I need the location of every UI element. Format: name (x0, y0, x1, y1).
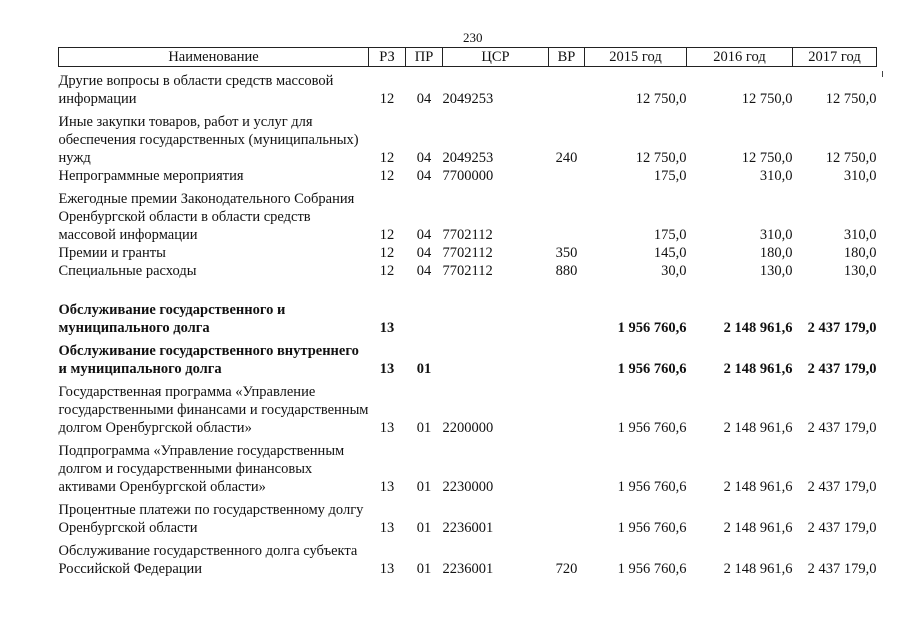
table-row (59, 67, 877, 109)
row-2016: 180,0 (759, 245, 793, 261)
table-row (59, 185, 877, 244)
col-header-name: Наименование (59, 48, 369, 67)
page-number: 230 (463, 30, 483, 45)
row-vr (549, 296, 585, 337)
row-csr: 2200000 (442, 420, 494, 436)
row-rz: 12 (379, 91, 395, 107)
row-vr: 350 (555, 245, 578, 261)
row-vr: 240 (555, 150, 578, 166)
spacer-row (59, 280, 877, 296)
row-2015: 1 956 760,6 (617, 479, 687, 495)
row-csr: 2049253 (442, 150, 494, 166)
col-header-csr: ЦСР (443, 48, 549, 67)
row-name: Подпрограмма «Управление государственным долгом и государственными финансовых активами Оренбургской области» (58, 443, 345, 495)
col-header-vr: ВР (549, 48, 585, 67)
row-csr: 7700000 (442, 168, 494, 184)
row-2017: 2 437 179,0 (807, 520, 877, 536)
row-name: Обслуживание государственного долга субъекта Российской Федерации (58, 543, 358, 577)
row-vr: 720 (555, 561, 578, 577)
row-vr: 880 (555, 263, 578, 279)
row-rz: 12 (379, 150, 395, 166)
row-2017: 310,0 (843, 227, 877, 243)
row-2016: 12 750,0 (741, 150, 793, 166)
row-vr (549, 185, 585, 244)
row-csr: 2236001 (442, 561, 494, 577)
table-row (59, 108, 877, 167)
row-name: Премии и гранты (58, 245, 166, 261)
row-2015: 175,0 (653, 168, 687, 184)
header-row (59, 48, 877, 67)
table-row (59, 378, 877, 437)
col-header-2017: 2017 год (793, 48, 877, 67)
col-header-2015: 2015 год (585, 48, 687, 67)
row-csr: 2236001 (442, 520, 494, 536)
row-2015: 145,0 (653, 245, 687, 261)
row-2016: 2 148 961,6 (723, 561, 793, 577)
row-pr: 01 (416, 420, 432, 436)
row-csr (443, 296, 549, 337)
row-2015: 1 956 760,6 (617, 561, 687, 577)
edge-mark (882, 71, 883, 77)
row-rz: 12 (379, 168, 395, 184)
row-csr: 2049253 (442, 91, 494, 107)
row-rz: 13 (379, 361, 395, 377)
row-name: Процентные платежи по государственному долгу Оренбургской области (58, 502, 364, 536)
row-name: Иные закупки товаров, работ и услуг для обеспечения государственных (муниципальных) нужд (58, 114, 359, 166)
row-pr (406, 296, 443, 337)
row-2015: 175,0 (653, 227, 687, 243)
row-2017: 130,0 (843, 263, 877, 279)
row-2016: 130,0 (759, 263, 793, 279)
row-2015: 30,0 (661, 263, 687, 279)
row-2017: 12 750,0 (825, 91, 877, 107)
row-csr: 7702112 (442, 263, 493, 279)
row-rz: 13 (379, 320, 395, 336)
row-2016: 2 148 961,6 (723, 361, 793, 377)
row-2017: 310,0 (843, 168, 877, 184)
row-vr (549, 378, 585, 437)
row-name: Непрограммные мероприятия (58, 168, 244, 184)
row-pr: 04 (416, 245, 432, 261)
row-2015: 1 956 760,6 (617, 361, 687, 377)
row-pr: 01 (416, 520, 432, 536)
row-pr: 04 (416, 168, 432, 184)
row-pr: 04 (416, 227, 432, 243)
row-2016: 12 750,0 (741, 91, 793, 107)
row-csr (443, 337, 549, 378)
row-name: Обслуживание государственного и муниципального долга (58, 302, 286, 336)
row-2016: 310,0 (759, 227, 793, 243)
col-header-2016: 2016 год (687, 48, 793, 67)
row-2016: 2 148 961,6 (723, 420, 793, 436)
row-rz: 13 (379, 561, 395, 577)
row-2015: 1 956 760,6 (617, 520, 687, 536)
row-pr: 01 (416, 479, 432, 495)
budget-table (58, 47, 877, 578)
row-pr: 01 (416, 561, 432, 577)
row-vr (549, 67, 585, 109)
row-rz: 12 (379, 227, 395, 243)
row-rz: 12 (379, 245, 395, 261)
row-2015: 12 750,0 (635, 150, 687, 166)
row-vr (549, 337, 585, 378)
row-rz: 12 (379, 263, 395, 279)
row-csr: 7702112 (442, 227, 493, 243)
table-row (59, 537, 877, 578)
table-row (59, 244, 877, 262)
row-2015: 1 956 760,6 (617, 420, 687, 436)
col-header-pr: ПР (406, 48, 443, 67)
table-row (59, 296, 877, 337)
row-2017: 180,0 (843, 245, 877, 261)
row-name: Ежегодные премии Законодательного Собрания Оренбургской области в области средств массовой информации (58, 191, 355, 243)
table-row (59, 262, 877, 280)
row-2017: 2 437 179,0 (807, 561, 877, 577)
row-name: Другие вопросы в области средств массовой информации (58, 73, 334, 107)
row-vr (549, 437, 585, 496)
row-2017: 2 437 179,0 (807, 361, 877, 377)
col-header-rz: РЗ (369, 48, 406, 67)
row-csr: 2230000 (442, 479, 494, 495)
table-row (59, 167, 877, 185)
row-2017: 2 437 179,0 (807, 479, 877, 495)
row-vr (549, 496, 585, 537)
row-pr: 04 (416, 263, 432, 279)
row-2016: 310,0 (759, 168, 793, 184)
table-row (59, 437, 877, 496)
row-2017: 2 437 179,0 (807, 320, 877, 336)
table-row (59, 337, 877, 378)
row-name: Специальные расходы (58, 263, 197, 279)
row-2017: 2 437 179,0 (807, 420, 877, 436)
row-csr: 7702112 (442, 245, 493, 261)
row-pr: 04 (416, 150, 432, 166)
row-name: Обслуживание государственного внутреннего и муниципального долга (58, 343, 359, 377)
table-row (59, 496, 877, 537)
row-rz: 13 (379, 520, 395, 536)
row-rz: 13 (379, 479, 395, 495)
row-rz: 13 (379, 420, 395, 436)
row-2017: 12 750,0 (825, 150, 877, 166)
row-2016: 2 148 961,6 (723, 320, 793, 336)
row-name: Государственная программа «Управление государственными финансами и государственным долгом Оренбургской области» (58, 384, 369, 436)
row-pr: 01 (416, 361, 432, 377)
row-2016: 2 148 961,6 (723, 479, 793, 495)
row-pr: 04 (416, 91, 432, 107)
row-2015: 1 956 760,6 (617, 320, 687, 336)
row-vr (549, 167, 585, 185)
row-2015: 12 750,0 (635, 91, 687, 107)
spacer-cell (59, 280, 877, 296)
row-2016: 2 148 961,6 (723, 520, 793, 536)
